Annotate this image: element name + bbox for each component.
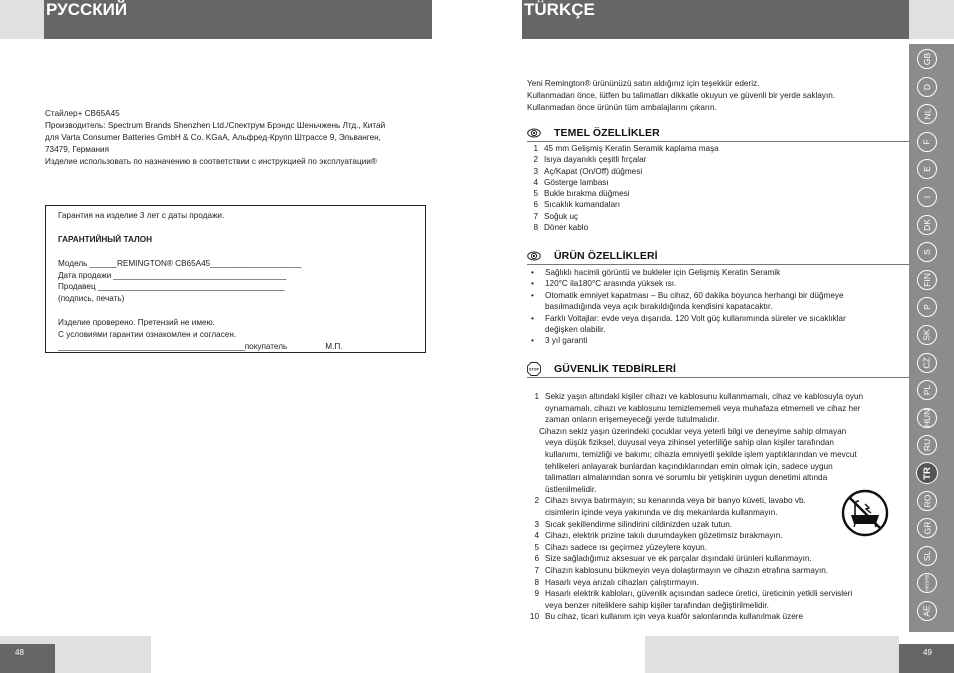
heading-text: TEMEL ÖZELLİKLER [554, 127, 660, 139]
list-item: 2 Cihazı sıvıya batırmayın; su kenarında veya bir banyo küveti, lavabo vb. [534, 496, 806, 506]
lang-tab-label: NL [922, 108, 932, 120]
lang-tab-hr-srb[interactable] [917, 573, 937, 593]
lang-tab-label: GB [922, 52, 932, 66]
stop-icon-label: STOP [528, 367, 540, 372]
list-item: • Farklı Voltajlar: evde veya dışarıda. 120 Volt güç kullanımında süreler ve sıcaklıklar [531, 313, 846, 323]
list-item: üstlenilmelidir. [545, 484, 597, 494]
lang-tab-label: SK [922, 329, 932, 341]
page-number: 48 [0, 644, 55, 673]
lang-tab-label: P [921, 304, 932, 311]
list-item: 1 Sekiz yaşın altındaki kişiler cihazı ve kablosunu kullanmamalı, cihaz ve kablosuyla oyun [534, 392, 864, 401]
lang-tab-ro[interactable] [917, 491, 937, 511]
list-item: 5 Bukle bırakma düğmesi [533, 189, 630, 199]
list-item: 4 Cihazı, elektrik prizine takılı durumdayken gözetimsiz bırakmayın. [534, 531, 783, 541]
list-item: veya benzer niteliklere sahip kişiler tarafından değiştirilmelidir. [545, 600, 769, 610]
lang-tab-label: D [921, 83, 932, 90]
list-item: kullanımı, temizliği ve bakımı; cihazla emniyetli şekilde işlem yaptıklarından ve mevcut [545, 449, 857, 459]
info-line: 73479, Германия [45, 145, 110, 155]
list-item: 8 Hasarlı veya arızalı cihazları çalıştırmayın. [534, 577, 699, 587]
list-item: zaman onların erişemeyeceği yerde tutulmalıdır. [545, 415, 720, 425]
list-item: veya düşük fiziksel, duyusal veya zihinsel yeterliliğe sahip olan kişiler tarafından [545, 438, 834, 448]
warranty-seller: Продавец _________________________________________ [58, 282, 285, 292]
warranty-checked: Изделие проверено. Претензий не имею. [58, 318, 215, 328]
intro-text [527, 78, 887, 114]
lang-tab-tr[interactable] [916, 462, 938, 484]
list-item: 6 Sıcaklık kumandaları [533, 200, 620, 210]
list-item: cisimlerin içinde veya yakınında ve dış mekanlarda kullanmayın. [545, 507, 778, 517]
lang-tab-label: S [921, 249, 932, 256]
list-item: 7 Cihazın kablosunu bükmeyin veya dolaştırmayın ve cihazın etrafına sarmayın. [534, 565, 829, 575]
stamp-label: М.П. [325, 341, 343, 351]
buyer-signature-line: _________________________________________ [58, 341, 245, 351]
language-sidebar [909, 44, 954, 632]
heading-text: GÜVENLİK TEDBİRLERİ [554, 363, 677, 375]
list-item: • 120°C ila180°C arasında yüksek ısı. [531, 279, 677, 289]
lang-tab-dk[interactable] [917, 215, 937, 235]
lang-tab-sl[interactable] [917, 546, 937, 566]
list-item: 4 Gösterge lambası [533, 177, 609, 187]
product-info [45, 108, 435, 168]
section-divider [527, 377, 909, 378]
product-feature-list [531, 267, 907, 347]
list-item: tehlikeleri anlayarak bunlardan kaçındıklarından emin olmak için, sadece uygun [545, 461, 833, 471]
intro-line: Kullanmadan önce, lütfen bu talimatları dikkatle okuyun ve güvenli bir yerde saklayın. [527, 91, 836, 101]
section-divider [527, 264, 909, 265]
stop-icon [527, 362, 541, 376]
section-divider [527, 141, 909, 142]
lang-tab-f[interactable] [917, 132, 937, 152]
list-item: 8 Döner kablo [533, 223, 589, 233]
list-item: • Sağlıklı hacimli görüntü ve bukleler için Gelişmiş Keratin Seramik [531, 268, 781, 277]
list-item: 9 Hasarlı elektrik kabloları, güvenlik açısından sadece üretici, üreticinin yetkili servisleri [534, 589, 853, 599]
lang-tab-label: F [921, 139, 932, 145]
lang-tab-label: RO [922, 494, 932, 507]
list-item: 3 Sıcak şekillendirme silindirini cildinizden uzak tutun. [534, 519, 733, 529]
intro-line: Yeni Remington® ürününüzü satın aldığınız için teşekkür ederiz. [527, 79, 760, 88]
lang-tab-ae[interactable] [917, 601, 937, 621]
lang-tab-hun[interactable] [917, 408, 937, 428]
lang-tab-nl[interactable] [917, 104, 937, 124]
page-title-tr: TÜRKÇE [522, 0, 909, 39]
lang-tab-fin[interactable] [917, 270, 937, 290]
info-line: Стайлер+ CB65A45 [45, 109, 120, 118]
lang-tab-label: PL [922, 384, 932, 396]
lang-tab-gb[interactable] [917, 49, 937, 69]
list-item: 7 Soğuk uç [533, 211, 579, 221]
lang-tab-d[interactable] [917, 77, 937, 97]
warranty-date: Дата продажи ______________________________________ [58, 270, 287, 280]
warranty-model: Модель ______REMINGTON® CB65A45____________________ [58, 258, 302, 268]
list-item: 10 Bu cihaz, ticari kullanım için veya kuaför salonlarında kullanılmak üzere [529, 612, 804, 622]
lang-tab-sk[interactable] [917, 325, 937, 345]
lang-tab-p[interactable] [917, 297, 937, 317]
lang-tab-label: I [922, 195, 932, 199]
list-item: oynamamalı, cihazı ve kablosunu temizlememeli veya muhafaza etmemeli ve cihaz her [545, 403, 861, 413]
info-line: Производитель: Spectrum Brands Shenzhen Ltd./Спектрум Брэндс Шеньчжень Лтд., Китай [45, 121, 386, 131]
lang-tab-label: SL [922, 550, 932, 561]
lang-tab-label: DK [922, 218, 932, 231]
eye-icon [527, 126, 541, 140]
lang-tab-label: RU [922, 439, 932, 452]
warranty-term: Гарантия на изделие 3 лет с даты продажи. [58, 211, 225, 220]
list-item: 2 Isıya dayanıklı çeşitli fırçalar [533, 155, 647, 165]
warranty-agree: С условиями гарантии ознакомлен и согласен. [58, 330, 237, 340]
lang-tab-cz[interactable] [917, 353, 937, 373]
intro-line: Kullanmadan önce ürünün tüm ambalajlarını çıkarın. [527, 103, 717, 113]
lang-tab-label: GR [922, 521, 932, 535]
lang-tab-label: CZ [922, 356, 932, 369]
list-item: Cihazın sekiz yaşın üzerindeki çocuklar veya yeterli bilgi ve deneyime sahip olmayan [539, 426, 847, 436]
warranty-heading: ГАРАНТИЙНЫЙ ТАЛОН [58, 234, 152, 244]
section-heading-product [527, 249, 658, 263]
lang-tab-label: TR [921, 466, 933, 480]
warranty-buyer-row [58, 341, 413, 353]
list-item: 5 Cihazı sadece ısı geçirmez yüzeylere koyun. [534, 542, 708, 552]
feature-list [527, 143, 907, 233]
footer-band [645, 636, 899, 673]
list-item: • 3 yıl garanti [531, 336, 588, 346]
warranty-sign: (подпись, печать) [58, 294, 125, 304]
warranty-card [45, 205, 426, 353]
section-heading-features [527, 126, 660, 140]
lang-tab-i[interactable] [917, 187, 937, 207]
list-item: 1 45 mm Gelişmiş Keratin Seramik kaplama maşa [533, 144, 719, 153]
lang-tab-pl[interactable] [917, 380, 937, 400]
page-number: 49 [899, 644, 954, 673]
section-heading-safety [527, 362, 676, 376]
info-line: для Varta Consumer Batteries GmbH & Co. KGaA, Альфред-Крупп Штрассе 9, Эльванген, [45, 133, 381, 143]
eye-icon [527, 249, 541, 263]
page-title-ru: РУССКИЙ [44, 0, 432, 39]
lang-tab-gr[interactable] [917, 518, 937, 538]
lang-tab-label: E [921, 166, 932, 173]
list-item: basılmadığında veya açık bırakıldığında kendisini kapatacaktır. [545, 302, 773, 312]
lang-tab-label: AE [922, 605, 932, 617]
heading-text: ÜRÜN ÖZELLİKLERİ [554, 250, 658, 262]
lang-tab-s[interactable] [917, 242, 937, 262]
list-item: değişken olabilir. [545, 325, 606, 335]
list-item: 6 Size sağladığımız aksesuar ve ek parçalar dışındaki ürünleri kullanmayın. [534, 554, 812, 564]
lang-tab-ru[interactable] [917, 435, 937, 455]
lang-tab-e[interactable] [917, 159, 937, 179]
lang-tab-label: HUN [922, 408, 933, 428]
info-line: Изделие использовать по назначению в соответствии с инструкцией по эксплуатации® [45, 157, 377, 167]
lang-tab-label: FIN [921, 272, 932, 287]
lang-tab-label: HR/SRB [924, 574, 930, 592]
buyer-label: покупатель [244, 341, 288, 351]
list-item: talimatları almalarından sonra ve sorumlu bir yetişkinin uygun denetimi altında [545, 473, 828, 483]
list-item: • Otomatik emniyet kapatması – Bu cihaz, 60 dakika boyunca herhangi bir düğmeye [531, 290, 844, 300]
list-item: 3 Aç/Kapat (On/Off) düğmesi [533, 166, 643, 176]
no-bath-warning-icon [840, 488, 890, 538]
right-page [477, 0, 954, 673]
